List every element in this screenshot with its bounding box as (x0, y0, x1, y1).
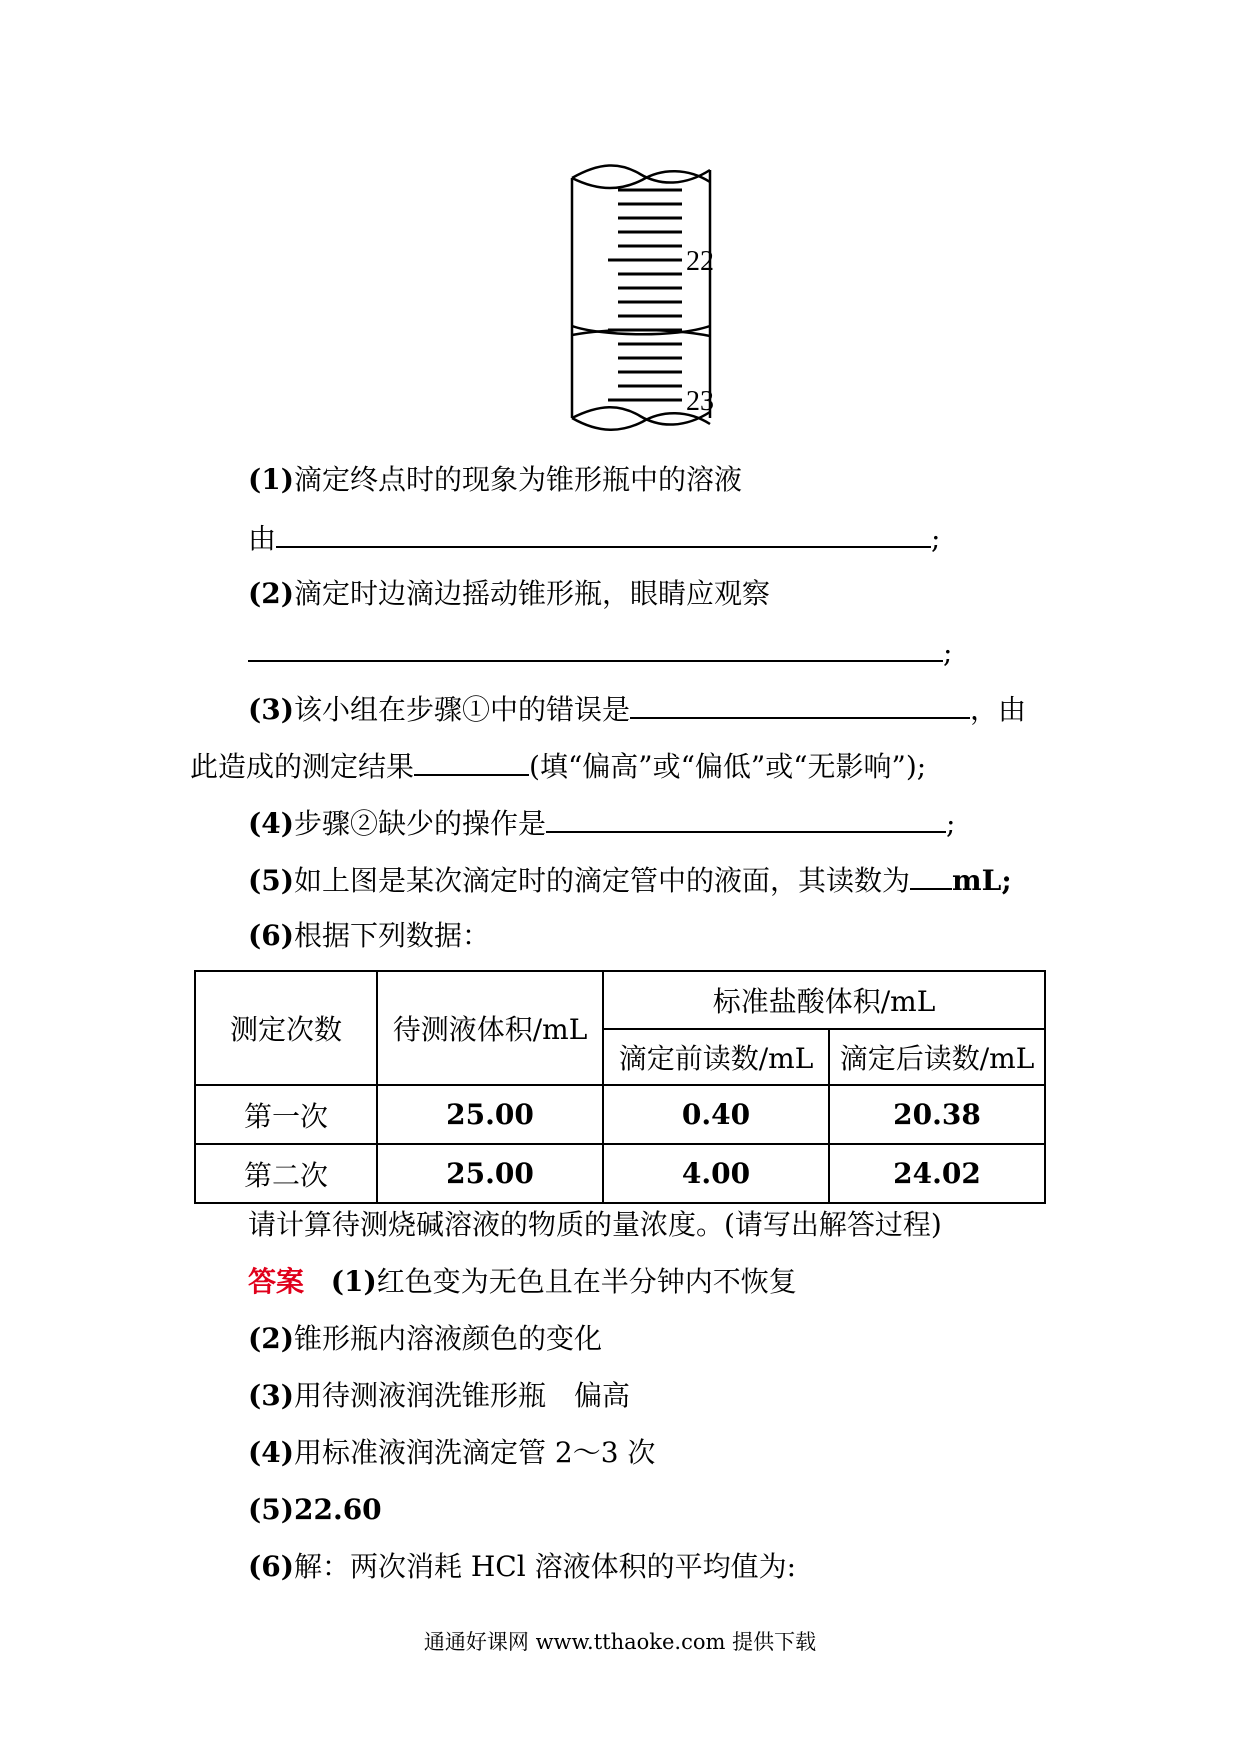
header-reading-before: 滴定前读数/mL (603, 1029, 829, 1085)
page-footer: 通通好课网 www.tthaoke.com 提供下载 (423, 1630, 817, 1654)
answer-blank-5[interactable] (910, 862, 952, 890)
answer-4: (4)用标准液润洗滴定管 2～3 次 (248, 1436, 656, 1469)
answer-1: 答案 (1)红色变为无色且在半分钟内不恢复 (248, 1265, 797, 1298)
row-volume: 25.00 (377, 1144, 603, 1203)
burette-label-22: 22 (686, 246, 714, 277)
table-row (195, 1144, 1045, 1203)
question-5: (5)如上图是某次滴定时的滴定管中的液面，其读数为 mL; (248, 864, 1012, 897)
answer-blank-1[interactable] (276, 520, 931, 548)
header-standard-hcl-volume: 标准盐酸体积/mL (603, 971, 1045, 1029)
header-reading-after: 滴定后读数/mL (829, 1029, 1045, 1085)
answer-5: (5)22.60 (248, 1493, 382, 1526)
row-before: 4.00 (603, 1144, 829, 1203)
row-volume: 25.00 (377, 1085, 603, 1144)
answer-6: (6)解：两次消耗 HCl 溶液体积的平均值为: (248, 1550, 797, 1583)
answer-blank-3b[interactable] (414, 748, 529, 776)
question-4: (4)步骤②缺少的操作是 ; (248, 807, 956, 840)
row-before: 0.40 (603, 1085, 829, 1144)
row-label: 第一次 (195, 1085, 377, 1144)
calculation-prompt: 请计算待测烧碱溶液的物质的量浓度。(请写出解答过程) (248, 1208, 942, 1241)
burette-figure (560, 160, 740, 440)
row-after: 24.02 (829, 1144, 1045, 1203)
question-6: (6)根据下列数据： (248, 919, 490, 952)
row-label: 第二次 (195, 1144, 377, 1203)
titration-data-table (194, 970, 1046, 1204)
answer-blank-2[interactable] (248, 634, 943, 662)
answer-label: 答案 (248, 1265, 305, 1298)
question-3-line2: 此造成的测定结果 (填“偏高”或“偏低”或“无影响”); (190, 750, 927, 783)
burette-label-23: 23 (686, 386, 714, 417)
table-row (195, 1085, 1045, 1144)
answer-blank-4[interactable] (546, 805, 946, 833)
header-trial-number: 测定次数 (195, 971, 377, 1085)
question-1-line2: 由 ; (248, 522, 941, 555)
question-2: (2)滴定时边滴边摇动锥形瓶，眼睛应观察 (248, 577, 770, 610)
row-after: 20.38 (829, 1085, 1045, 1144)
answer-2: (2)锥形瓶内溶液颜色的变化 (248, 1322, 602, 1355)
answer-blank-3a[interactable] (630, 691, 970, 719)
question-3: (3)该小组在步骤①中的错误是 ，由 (248, 693, 1027, 726)
question-1: (1)滴定终点时的现象为锥形瓶中的溶液 (248, 463, 742, 496)
question-2-line2: ; (248, 634, 952, 670)
answer-3: (3)用待测液润洗锥形瓶 偏高 (248, 1379, 630, 1412)
header-sample-volume: 待测液体积/mL (377, 971, 603, 1085)
